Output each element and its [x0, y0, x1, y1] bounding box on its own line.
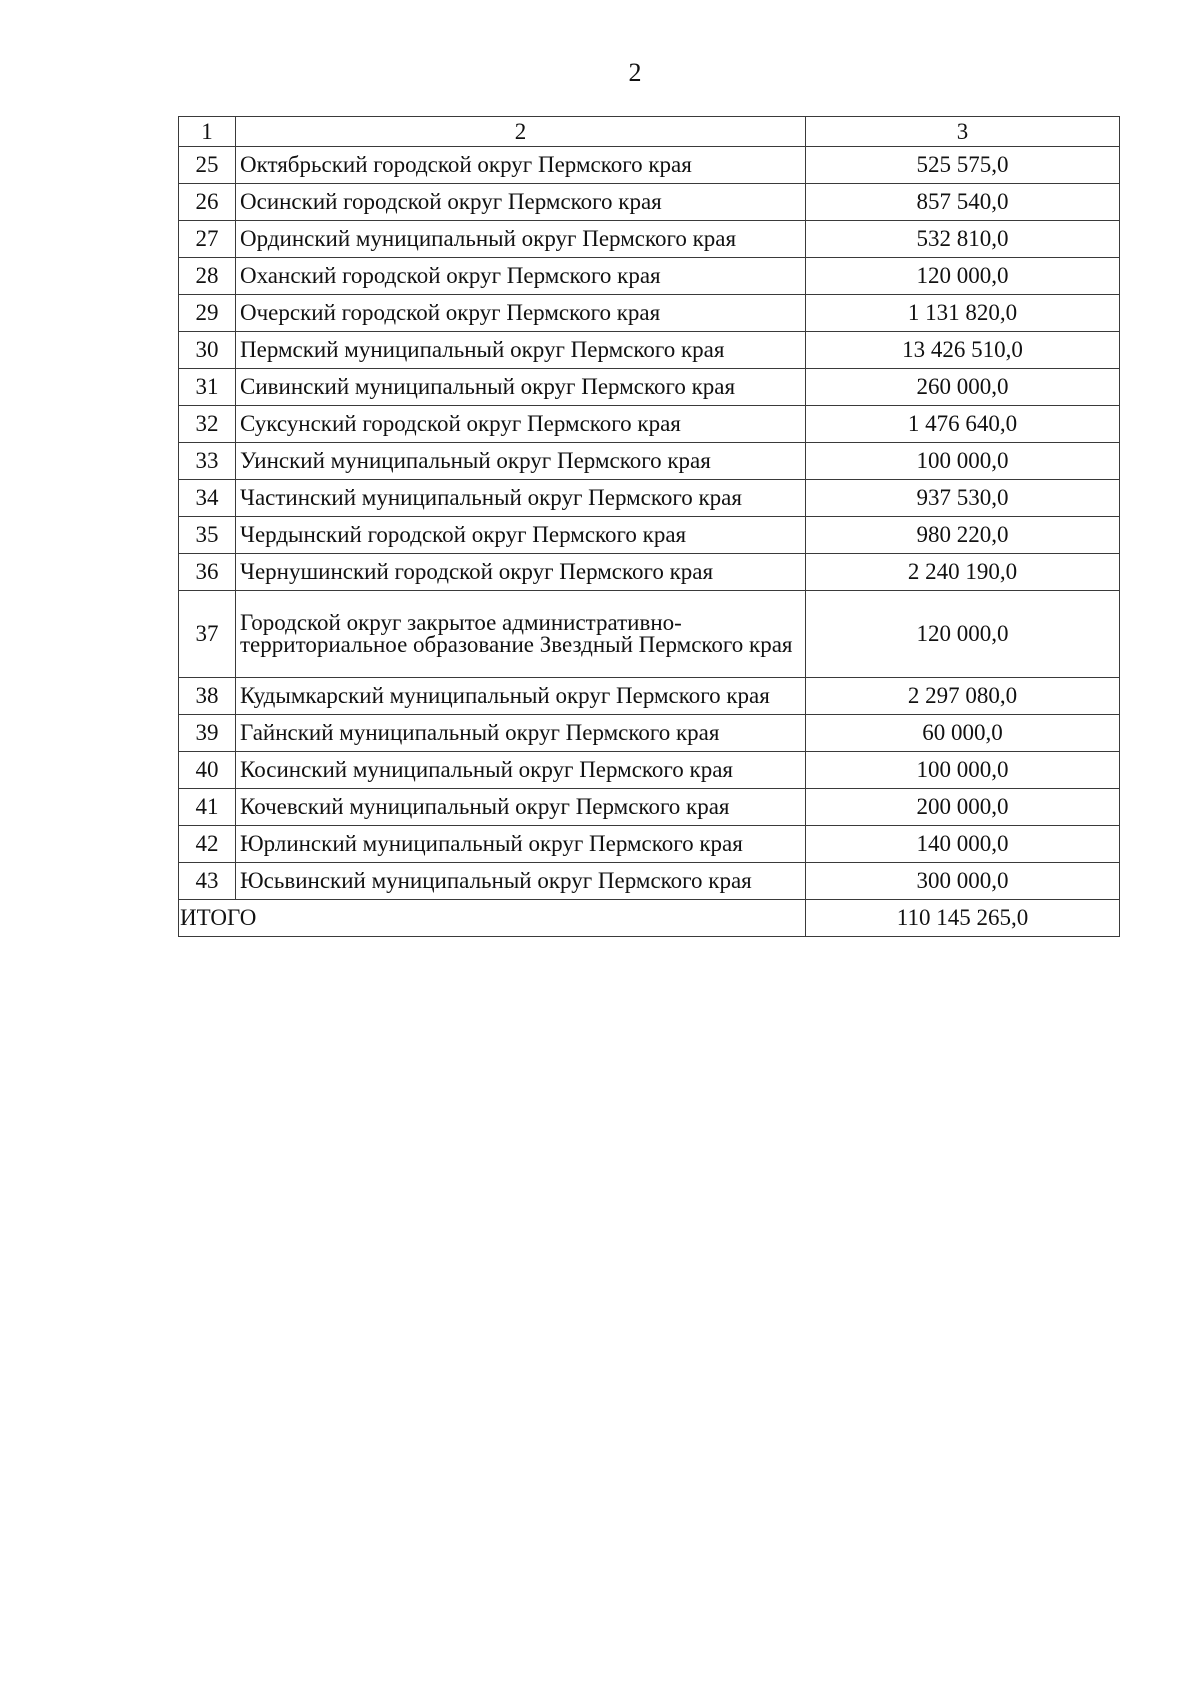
amount-value: 2 297 080,0	[806, 678, 1120, 715]
row-number: 36	[179, 554, 236, 591]
municipality-name: Гайнский муниципальный округ Пермского края	[236, 715, 806, 752]
table-row	[179, 715, 1120, 752]
allocation-table	[178, 116, 1120, 937]
municipality-name: Очерский городской округ Пермского края	[236, 295, 806, 332]
row-number: 42	[179, 826, 236, 863]
row-number: 29	[179, 295, 236, 332]
page-number: 2	[628, 58, 642, 87]
table-row	[179, 678, 1120, 715]
table-row	[179, 406, 1120, 443]
row-number: 35	[179, 517, 236, 554]
table-row	[179, 480, 1120, 517]
amount-value: 1 131 820,0	[806, 295, 1120, 332]
municipality-name: Ординский муниципальный округ Пермского края	[236, 221, 806, 258]
row-number: 38	[179, 678, 236, 715]
row-number: 41	[179, 789, 236, 826]
row-number: 30	[179, 332, 236, 369]
amount-value: 100 000,0	[806, 752, 1120, 789]
header-cell-2: 2	[236, 117, 806, 147]
table-row	[179, 221, 1120, 258]
table-row	[179, 752, 1120, 789]
amount-value: 937 530,0	[806, 480, 1120, 517]
municipality-name: Юсьвинский муниципальный округ Пермского края	[236, 863, 806, 900]
table-header-row	[179, 117, 1120, 147]
header-cell-3: 3	[806, 117, 1120, 147]
municipality-name: Чернушинский городской округ Пермского края	[236, 554, 806, 591]
table-row	[179, 443, 1120, 480]
amount-value: 120 000,0	[806, 591, 1120, 678]
municipality-name: Кудымкарский муниципальный округ Пермского края	[236, 678, 806, 715]
amount-value: 2 240 190,0	[806, 554, 1120, 591]
municipality-name: Сивинский муниципальный округ Пермского края	[236, 369, 806, 406]
amount-value: 13 426 510,0	[806, 332, 1120, 369]
amount-value: 60 000,0	[806, 715, 1120, 752]
municipality-name: Суксунский городской округ Пермского края	[236, 406, 806, 443]
table-row	[179, 369, 1120, 406]
row-number: 28	[179, 258, 236, 295]
row-number: 33	[179, 443, 236, 480]
amount-value: 1 476 640,0	[806, 406, 1120, 443]
municipality-name: Уинский муниципальный округ Пермского края	[236, 443, 806, 480]
municipality-name: Осинский городской округ Пермского края	[236, 184, 806, 221]
table-row	[179, 591, 1120, 678]
amount-value: 200 000,0	[806, 789, 1120, 826]
row-number: 32	[179, 406, 236, 443]
amount-value: 260 000,0	[806, 369, 1120, 406]
amount-value: 300 000,0	[806, 863, 1120, 900]
amount-value: 532 810,0	[806, 221, 1120, 258]
municipality-name: Юрлинский муниципальный округ Пермского края	[236, 826, 806, 863]
municipality-name: Октябрьский городской округ Пермского края	[236, 147, 806, 184]
amount-value: 120 000,0	[806, 258, 1120, 295]
table-row	[179, 332, 1120, 369]
table-row	[179, 517, 1120, 554]
amount-value: 980 220,0	[806, 517, 1120, 554]
row-number: 40	[179, 752, 236, 789]
municipality-name: Частинский муниципальный округ Пермского края	[236, 480, 806, 517]
table-row	[179, 789, 1120, 826]
header-cell-1: 1	[179, 117, 236, 147]
row-number: 39	[179, 715, 236, 752]
amount-value: 100 000,0	[806, 443, 1120, 480]
total-value: 110 145 265,0	[806, 900, 1120, 937]
row-number: 27	[179, 221, 236, 258]
municipality-name: Пермский муниципальный округ Пермского края	[236, 332, 806, 369]
municipality-name: Косинский муниципальный округ Пермского края	[236, 752, 806, 789]
total-row	[179, 900, 1120, 937]
municipality-name: Кочевский муниципальный округ Пермского края	[236, 789, 806, 826]
table-row	[179, 184, 1120, 221]
municipality-name: Оханский городской округ Пермского края	[236, 258, 806, 295]
table-row	[179, 295, 1120, 332]
municipality-name: Чердынский городской округ Пермского края	[236, 517, 806, 554]
row-number: 37	[179, 591, 236, 678]
amount-value: 525 575,0	[806, 147, 1120, 184]
amount-value: 857 540,0	[806, 184, 1120, 221]
amount-value: 140 000,0	[806, 826, 1120, 863]
table-row	[179, 147, 1120, 184]
row-number: 31	[179, 369, 236, 406]
municipality-name: Городской округ закрытое административно-территориальное образование Звездный Пермского края	[236, 591, 806, 678]
table-row	[179, 826, 1120, 863]
total-label: ИТОГО	[179, 900, 806, 937]
row-number: 26	[179, 184, 236, 221]
table-row	[179, 554, 1120, 591]
row-number: 34	[179, 480, 236, 517]
row-number: 25	[179, 147, 236, 184]
row-number: 43	[179, 863, 236, 900]
table-row	[179, 863, 1120, 900]
table-row	[179, 258, 1120, 295]
